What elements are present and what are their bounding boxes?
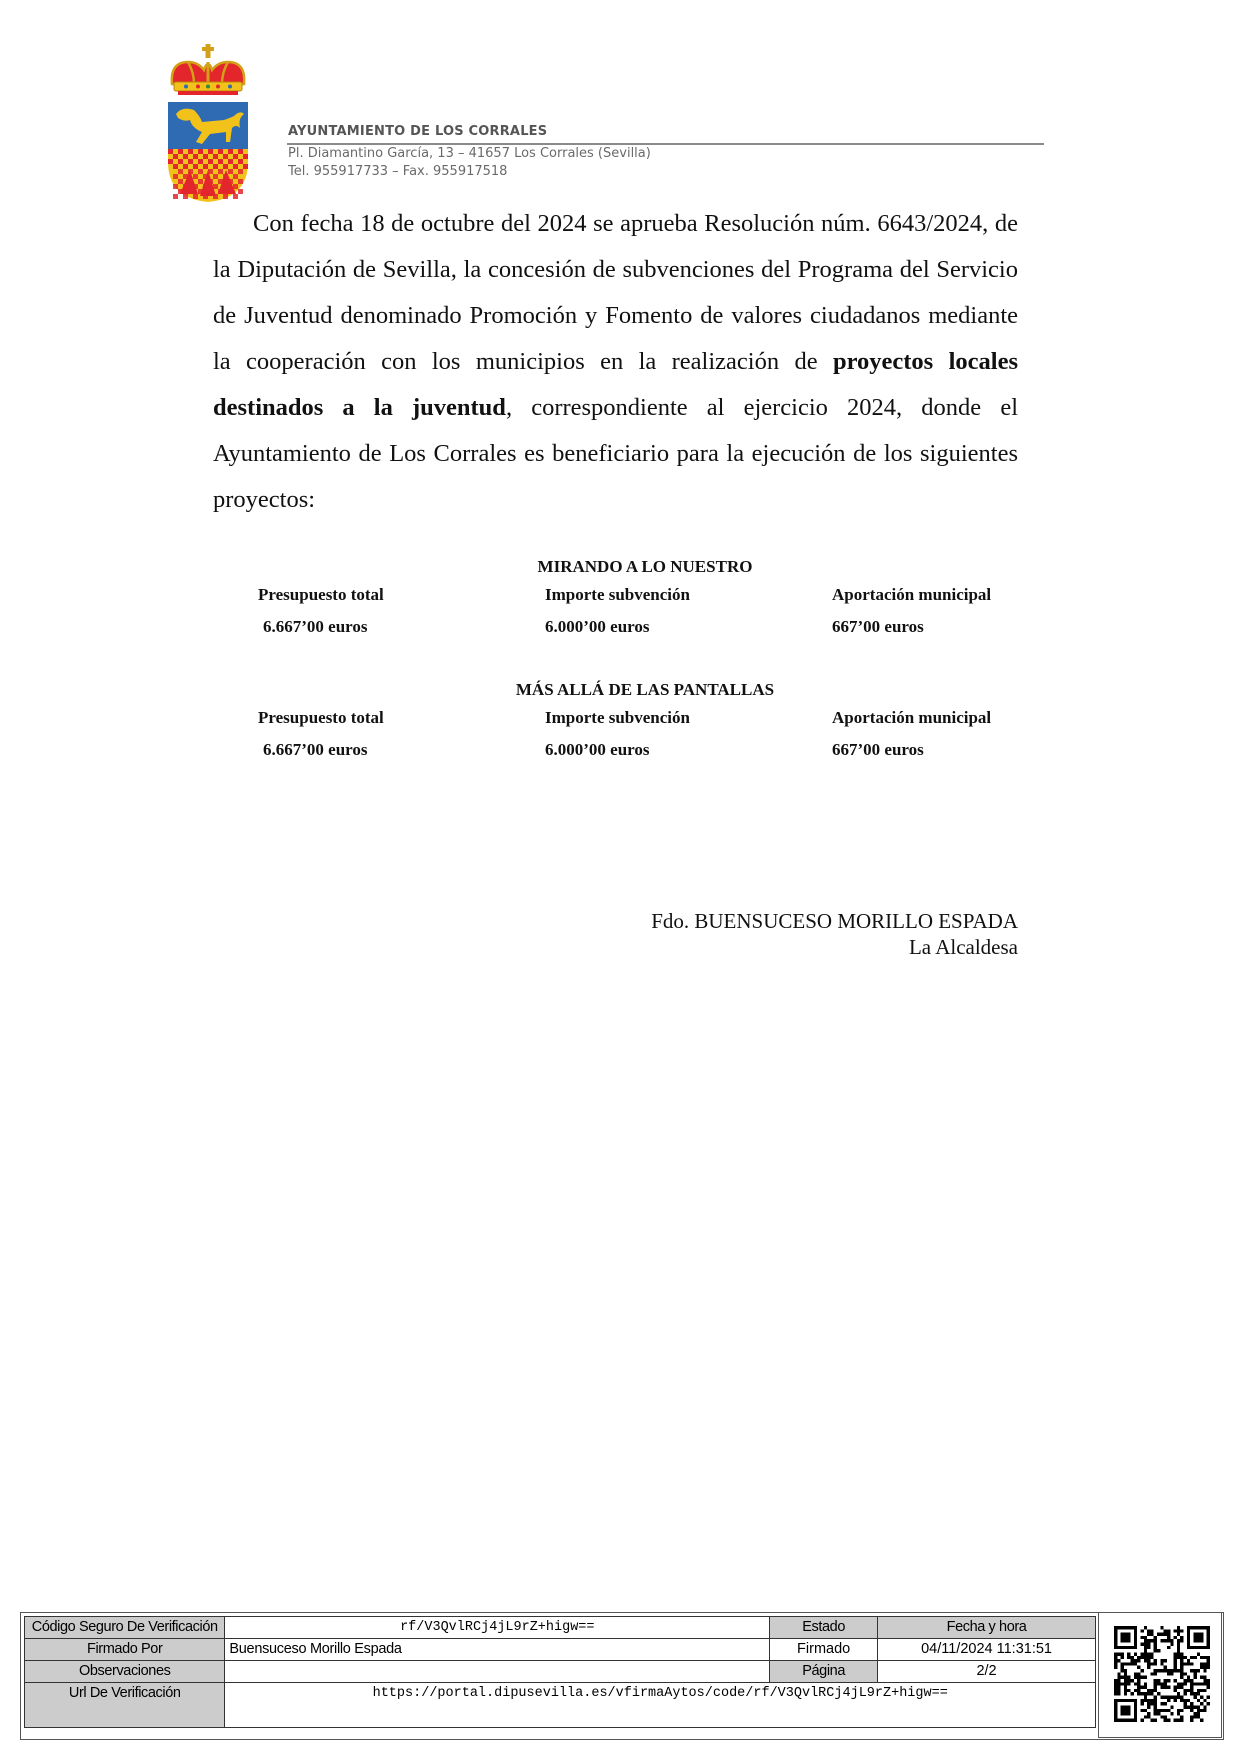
verification-table <box>24 1616 1096 1728</box>
header-importe-subvencion: Importe subvención <box>545 585 690 604</box>
project-headers <box>240 579 1020 611</box>
estado-value: Firmado <box>770 1639 878 1661</box>
value-importe-subvencion: 6.000’00 euros <box>545 617 650 636</box>
signature-role: La Alcaldesa <box>908 935 1018 959</box>
project-headers <box>240 702 1020 734</box>
letterhead-phone: Tel. 955917733 – Fax. 955917518 <box>288 164 508 179</box>
observaciones-label: Observaciones <box>25 1661 225 1683</box>
fecha-label: Fecha y hora <box>878 1617 1096 1639</box>
csv-label: Código Seguro De Verificación <box>25 1617 225 1639</box>
municipal-crest-icon <box>166 44 250 202</box>
letterhead-divider <box>287 143 1044 145</box>
pagina-value: 2/2 <box>878 1661 1096 1683</box>
value-aportacion-municipal: 667’00 euros <box>832 617 924 636</box>
body-paragraph <box>213 201 1018 523</box>
project-title: MÁS ALLÁ DE LAS PANTALLAS <box>515 680 775 699</box>
letterhead-address: Pl. Diamantino García, 13 – 41657 Los Corrales (Sevilla) <box>288 146 651 161</box>
verification-row <box>25 1617 1096 1639</box>
value-importe-subvencion: 6.000’00 euros <box>545 740 650 759</box>
project-title: MIRANDO A LO NUESTRO <box>537 557 753 576</box>
value-aportacion-municipal: 667’00 euros <box>832 740 924 759</box>
estado-label: Estado <box>770 1617 878 1639</box>
firmado-por-label: Firmado Por <box>25 1639 225 1661</box>
body-text-bold: proyectos locales destinados a la juventud <box>213 348 1018 421</box>
url-value[interactable]: https://portal.dipusevilla.es/vfirmaAytos/code/rf/V3QvlRCj4jL9rZ+higw== <box>225 1683 1096 1728</box>
firmado-por-value: Buensuceso Morillo Espada <box>225 1639 770 1661</box>
project-block <box>240 678 1020 766</box>
csv-value: rf/V3QvlRCj4jL9rZ+higw== <box>225 1617 770 1639</box>
qr-code-box <box>1098 1612 1222 1738</box>
body-text-part1: Con fecha 18 de octubre del 2024 se aprueba Resolución núm. 6643/2024, de la Diputación de Sevilla, la concesión de subvenciones del Programa del Servicio de Juventud denominado Promoción y Fomento de valores ciudadanos mediante la cooperación con los municipios en la realización de <box>213 210 1018 375</box>
value-presupuesto-total: 6.667’00 euros <box>263 617 368 636</box>
url-label: Url De Verificación <box>25 1683 225 1728</box>
observaciones-value <box>225 1661 770 1683</box>
pagina-label: Página <box>770 1661 878 1683</box>
verification-row <box>25 1683 1096 1728</box>
body-text-part2: , correspondiente al ejercicio 2024, donde el Ayuntamiento de Los Corrales es beneficiario para la ejecución de los siguientes proyectos: <box>213 394 1018 513</box>
value-presupuesto-total: 6.667’00 euros <box>263 740 368 759</box>
project-values <box>240 734 1020 766</box>
header-presupuesto-total: Presupuesto total <box>258 708 384 727</box>
project-block <box>240 555 1020 643</box>
verification-row <box>25 1639 1096 1661</box>
header-aportacion-municipal: Aportación municipal <box>832 585 992 604</box>
qr-code-icon <box>1114 1626 1210 1722</box>
verification-row <box>25 1661 1096 1683</box>
header-presupuesto-total: Presupuesto total <box>258 585 384 604</box>
header-importe-subvencion: Importe subvención <box>545 708 690 727</box>
letterhead-title: AYUNTAMIENTO DE LOS CORRALES <box>288 124 548 139</box>
signature-name: Fdo. BUENSUCESO MORILLO ESPADA <box>651 909 1018 933</box>
project-values <box>240 611 1020 643</box>
fecha-value: 04/11/2024 11:31:51 <box>878 1639 1096 1661</box>
header-aportacion-municipal: Aportación municipal <box>832 708 992 727</box>
